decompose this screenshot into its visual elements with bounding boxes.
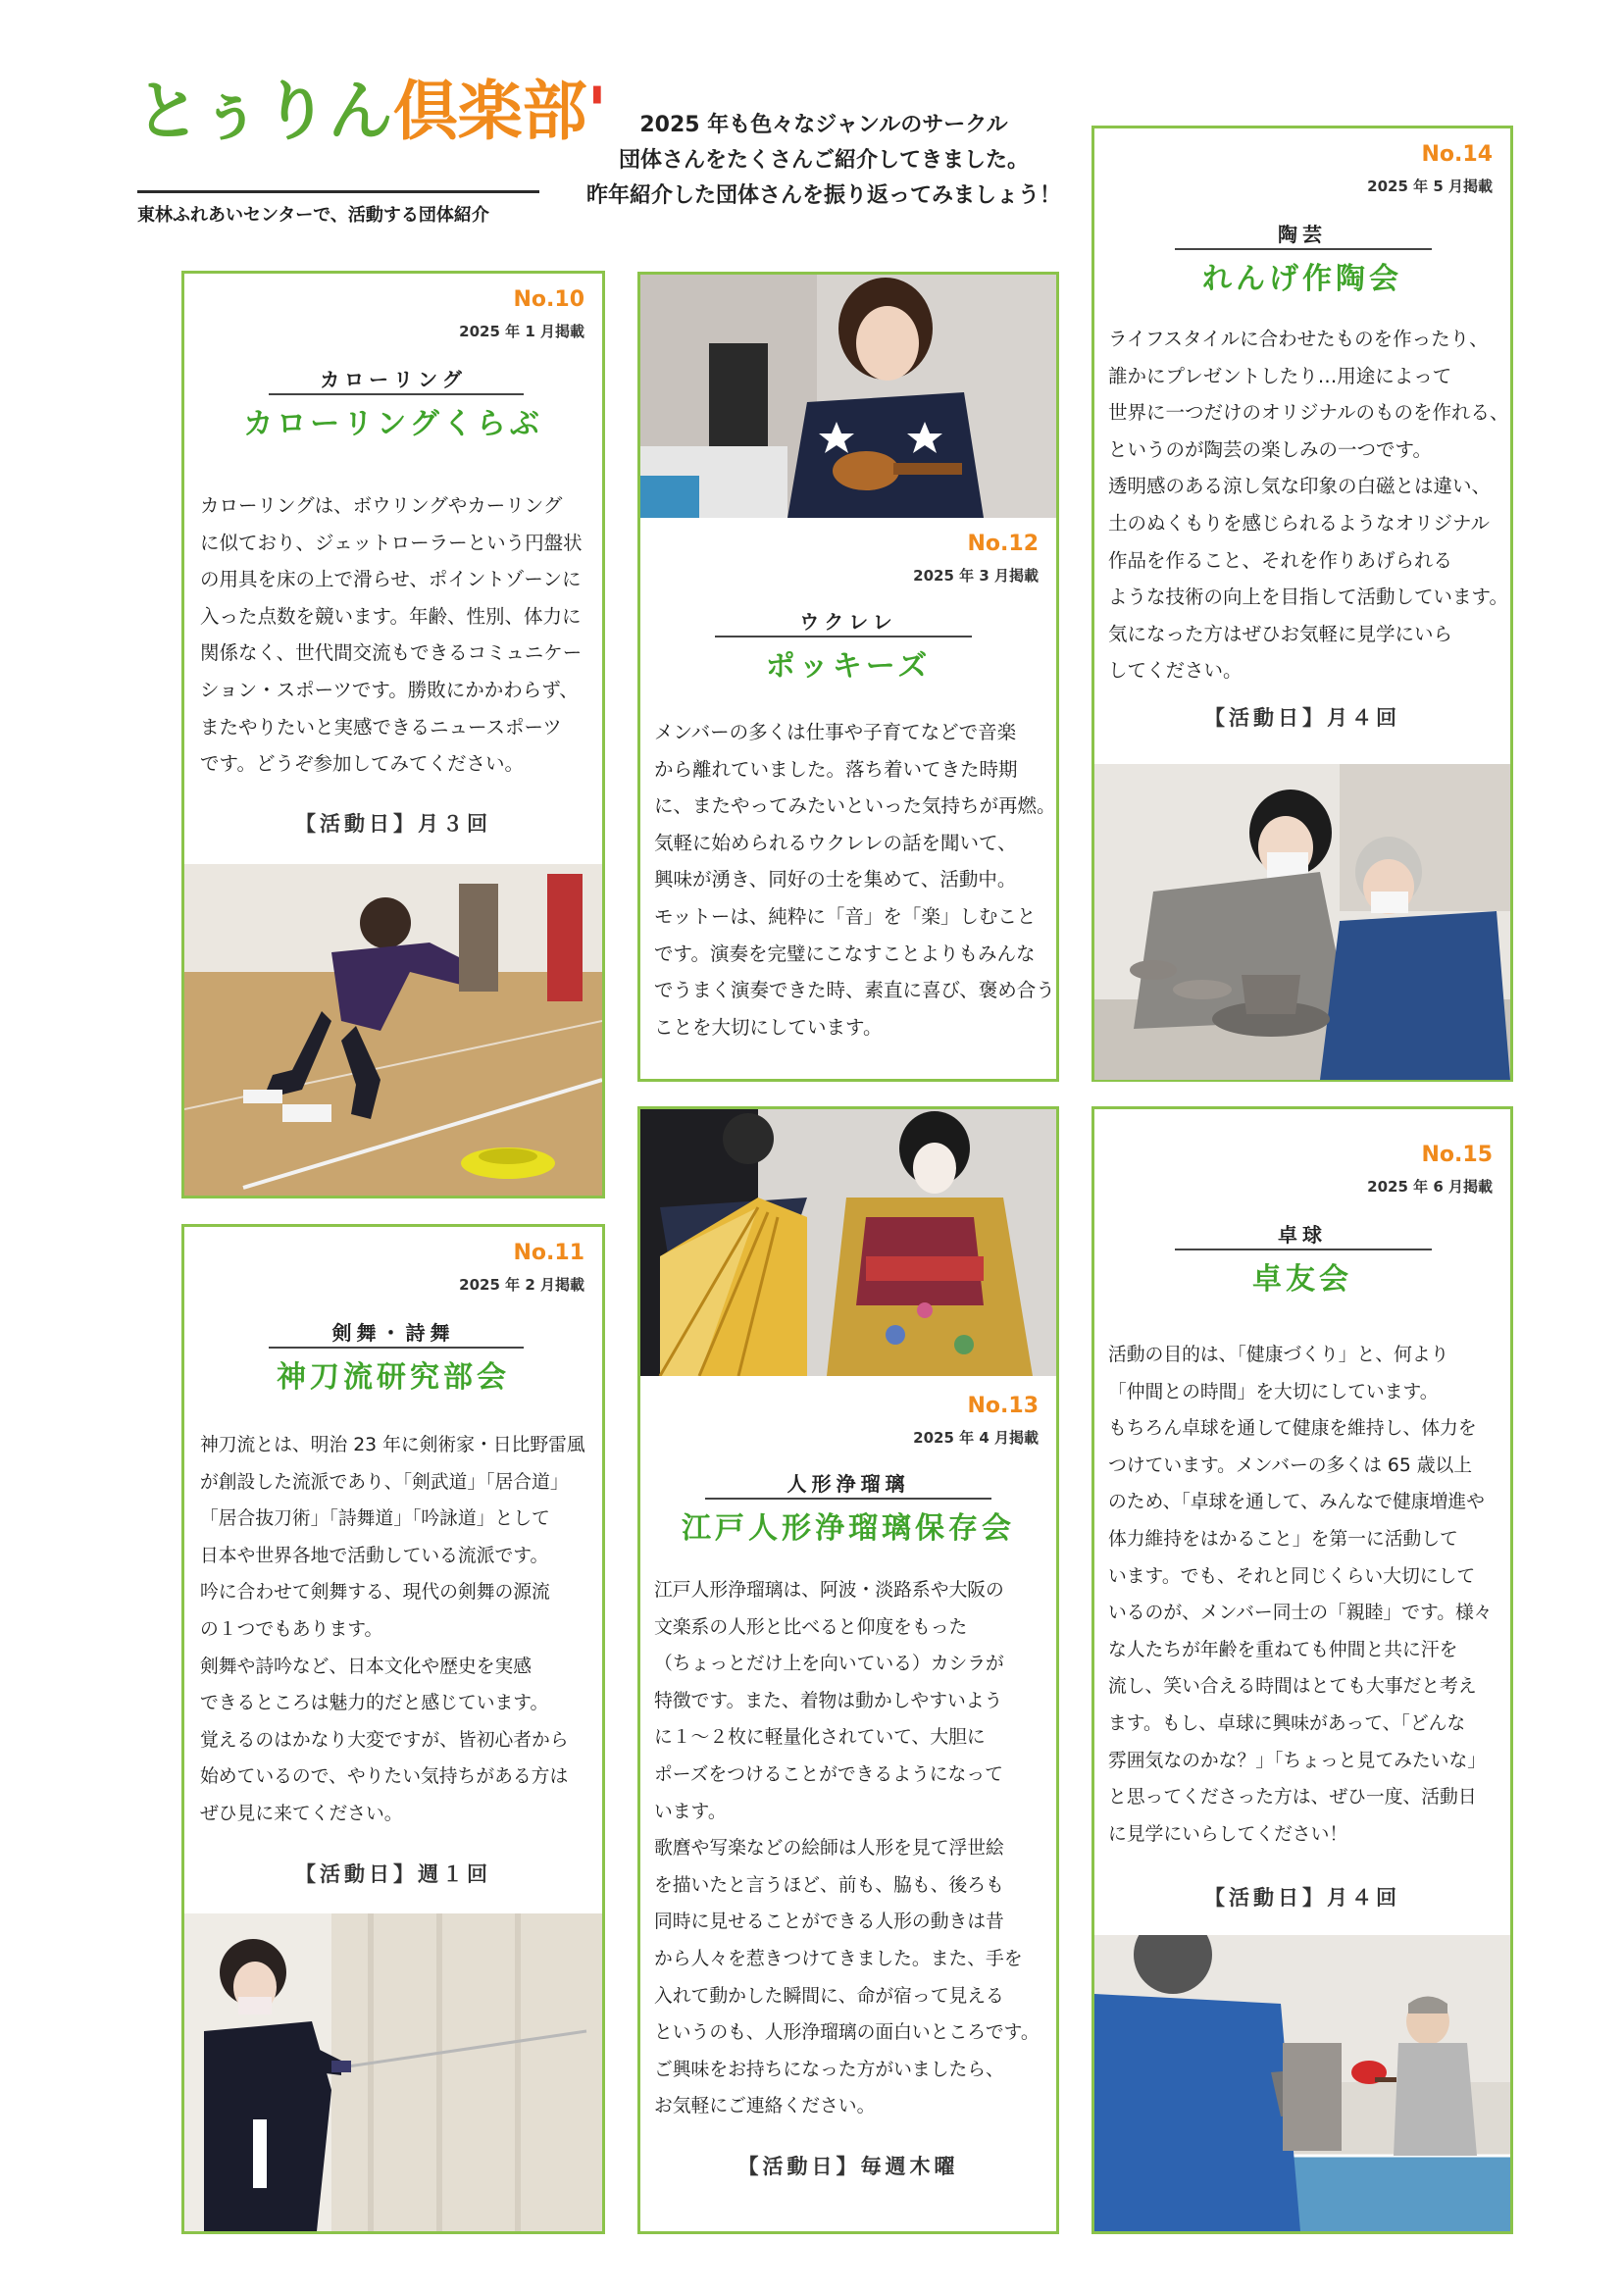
- card-number: No.11: [513, 1241, 584, 1265]
- text-line: またやりたいと実感できるニュースポーツ: [200, 715, 562, 739]
- text-line: 吟に合わせて剣舞する、現代の剣舞の源流: [200, 1582, 550, 1604]
- text-line: 剣舞や詩吟など、日本文化や歴史を実感: [200, 1656, 533, 1677]
- circle-card-11: [181, 1224, 605, 2234]
- activity-day: 【活動日】毎週木曜: [737, 2155, 959, 2178]
- card-description: [654, 714, 1056, 1045]
- text-line: ポーズをつけることができるようになって: [654, 1763, 1003, 1785]
- logo-mark: ': [586, 74, 607, 149]
- activity-day: 【活動日】月４回: [1204, 1886, 1400, 1910]
- text-line: ことを大切にしています。: [654, 1015, 883, 1039]
- card-group-name: 江戸人形浄瑠璃保存会: [682, 1511, 1015, 1546]
- text-line: 透明感のある涼し気な印象の白磁とは違い、: [1108, 475, 1492, 498]
- text-line: のため、「卓球を通して、みんなで健康増進や: [1108, 1492, 1485, 1513]
- text-line: モットーは、純粋に「音」を「楽」しむこと: [654, 904, 1037, 928]
- text-line: 特徴です。また、着物は動かしやすいよう: [654, 1690, 1003, 1711]
- logo: [135, 74, 607, 149]
- text-line: してください。: [1108, 659, 1243, 683]
- text-line: もちろん卓球を通して健康を維持し、体力を: [1108, 1418, 1477, 1440]
- text-line: に似ており、ジェットローラーという円盤状: [200, 531, 583, 554]
- logo-text-part1: とぅりん: [135, 74, 393, 149]
- card-genre: ウクレレ: [799, 610, 897, 634]
- card-number: No.14: [1421, 142, 1493, 167]
- text-line: から離れていました。落ち着いてきた時期: [654, 757, 1018, 781]
- text-line: 入った点数を競います。年齢、性別、体力に: [200, 604, 582, 628]
- text-line: というのも、人形浄瑠璃の面白いところです。: [654, 2022, 1040, 2044]
- text-line: 世界に一つだけのオリジナルのものを作れる、: [1108, 401, 1509, 425]
- intro-line: 2025 年も色々なジャンルのサークル: [639, 113, 1008, 137]
- intro-line: 昨年紹介した団体さんを振り返ってみましょう！: [585, 183, 1061, 208]
- text-line: メンバーの多くは仕事や子育てなどで音楽: [654, 721, 1017, 743]
- divider: [1175, 248, 1432, 250]
- text-line: 「仲間との時間」を大切にしています。: [1108, 1381, 1439, 1402]
- text-line: でうまく演奏できた時、素直に喜び、褒め合う: [654, 979, 1055, 1002]
- card-number: No.10: [513, 287, 584, 312]
- text-line: 体力維持をはかること」を第一に活動して: [1108, 1528, 1458, 1550]
- text-line: 覚えるのはかなり大変ですが、皆初心者から: [200, 1729, 569, 1751]
- activity-day: 【活動日】月４回: [1204, 706, 1400, 730]
- text-line: 土のぬくもりを感じられるようなオリジナル: [1108, 511, 1491, 535]
- circle-card-15: [1091, 1106, 1513, 2234]
- card-date: 2025 年 2 月掲載: [459, 1276, 584, 1294]
- text-line: と思ってくださった方は、ぜひ一度、活動日: [1108, 1787, 1477, 1809]
- text-line: な人たちが年齢を重ねても仲間と共に汗を: [1108, 1639, 1458, 1660]
- card-date: 2025 年 3 月掲載: [913, 567, 1039, 585]
- card-description: [654, 1572, 1040, 2125]
- text-line: の１つでもあります。: [200, 1618, 383, 1640]
- text-line: というのが陶芸の楽しみの一つです。: [1108, 437, 1432, 461]
- text-line: 歌麿や写楽などの絵師は人形を見て浮世絵: [654, 1838, 1004, 1860]
- text-line: 文楽系の人形と比べると仰度をもった: [654, 1616, 968, 1638]
- card-description: [200, 1427, 585, 1833]
- text-line: 活動の目的は、「健康づくり」と、何より: [1108, 1345, 1449, 1365]
- text-line: ます。もし、卓球に興味があって、「どんな: [1108, 1712, 1466, 1734]
- pottery-photo: [1094, 764, 1510, 1080]
- card-number: No.12: [967, 532, 1039, 556]
- card-group-name: 卓友会: [1252, 1262, 1352, 1297]
- card-date: 2025 年 5 月掲載: [1367, 178, 1493, 195]
- text-line: です。どうぞ参加してみてください。: [200, 752, 524, 776]
- sword-dance-photo: [184, 1913, 602, 2231]
- text-line: ような技術の向上を目指して活動しています。: [1108, 586, 1508, 609]
- text-line: ション・スポーツです。勝敗にかかわらず、: [200, 678, 579, 701]
- text-line: 始めているので、やりたい気持ちがある方は: [200, 1766, 569, 1788]
- text-line: できるところは魅力的だと感じています。: [200, 1693, 549, 1714]
- puppet-photo: [640, 1109, 1056, 1376]
- activity-day: 【活動日】月３回: [295, 812, 491, 836]
- text-line: 入れて動かした瞬間に、命が宿って見える: [654, 1985, 1004, 2007]
- text-line: います。: [654, 1801, 727, 1822]
- card-description: [1108, 1337, 1493, 1853]
- text-line: いるのが、メンバー同士の「親睦」です。様々: [1108, 1603, 1493, 1624]
- activity-day: 【活動日】週１回: [295, 1862, 491, 1886]
- curling-photo: [184, 864, 602, 1196]
- text-line: に１～２枚に軽量化されていて、大胆に: [654, 1727, 986, 1749]
- header-subtitle: 東林ふれあいセンターで、活動する団体紹介: [137, 190, 539, 227]
- text-line: 関係なく、世代間交流もできるコミュニケー: [200, 641, 583, 665]
- circle-card-13: [637, 1106, 1059, 2234]
- text-line: 「居合抜刀術」「詩舞道」「吟詠道」として: [200, 1508, 550, 1530]
- text-line: （ちょっとだけ上を向いている）カシラが: [654, 1654, 1004, 1675]
- text-line: の用具を床の上で滑らせ、ポイントゾーンに: [200, 568, 582, 591]
- card-date: 2025 年 6 月掲載: [1367, 1178, 1493, 1196]
- text-line: 興味が湧き、同好の士を集めて、活動中。: [654, 868, 1017, 892]
- circle-card-12: [637, 272, 1059, 1082]
- text-line: が創設した流派であり、「剣武道」「居合道」: [200, 1471, 569, 1493]
- text-line: 日本や世界各地で活動している流派です。: [200, 1545, 549, 1566]
- intro-line: 団体さんをたくさんご紹介してきました。: [618, 148, 1029, 173]
- text-line: 雰囲気なのかな？」「ちょっと見てみたいな」: [1108, 1750, 1487, 1771]
- card-genre: 卓球: [1278, 1223, 1327, 1247]
- card-group-name: れんげ作陶会: [1202, 262, 1402, 296]
- text-line: います。でも、それと同じくらい大切にして: [1108, 1565, 1476, 1587]
- divider: [715, 636, 972, 637]
- logo-text-part2: 倶楽部: [392, 74, 587, 149]
- circle-card-10: [181, 271, 605, 1198]
- text-line: 誰かにプレゼントしたり…用途によって: [1108, 364, 1452, 387]
- text-line: ライフスタイルに合わせたものを作ったり、: [1108, 328, 1489, 350]
- text-line: 作品を作ること、それを作りあげられる: [1108, 548, 1453, 572]
- text-line: 気になった方はぜひお気軽に見学にいら: [1108, 622, 1453, 645]
- text-line: から人々を惹きつけてきました。また、手を: [654, 1948, 1023, 1969]
- card-number: No.15: [1421, 1143, 1493, 1167]
- text-line: 流し、笑い合える時間はとても大事だと考え: [1108, 1676, 1477, 1698]
- divider: [1175, 1249, 1432, 1250]
- text-line: カローリングは、ボウリングやカーリング: [200, 494, 563, 517]
- ukulele-photo: [640, 275, 1056, 518]
- text-line: 気軽に始められるウクレレの話を聞いて、: [654, 831, 1017, 854]
- text-line: を描いたと言うほど、前も、脇も、後ろも: [654, 1874, 1004, 1896]
- card-date: 2025 年 4 月掲載: [913, 1429, 1039, 1447]
- circle-card-14: [1091, 126, 1513, 1082]
- divider: [269, 393, 524, 395]
- text-line: 江戸人形浄瑠璃は、阿波・淡路系や大阪の: [654, 1580, 1004, 1601]
- divider: [705, 1498, 991, 1500]
- card-genre: 陶芸: [1278, 223, 1327, 246]
- card-genre: 人形浄瑠璃: [787, 1472, 910, 1496]
- card-genre: カローリング: [320, 368, 467, 391]
- divider: [269, 1347, 524, 1349]
- text-line: 神刀流とは、明治 23 年に剣術家・日比野雷風: [200, 1435, 585, 1455]
- card-group-name: ポッキーズ: [765, 649, 932, 684]
- card-description: [1108, 321, 1509, 689]
- text-line: お気軽にご連絡ください。: [654, 2096, 876, 2117]
- text-line: ご興味をお持ちになった方がいましたら、: [654, 2059, 1004, 2080]
- text-line: 同時に見せることができる人形の動きは昔: [654, 1912, 1004, 1933]
- card-description: [200, 487, 583, 783]
- text-line: に見学にいらしてください！: [1108, 1823, 1348, 1845]
- text-line: ぜひ見に来てください。: [200, 1803, 403, 1824]
- text-line: つけています。メンバーの多くは 65 歳以上: [1108, 1454, 1473, 1476]
- card-group-name: 神刀流研究部会: [277, 1360, 510, 1395]
- card-genre: 剣舞・詩舞: [331, 1321, 455, 1345]
- card-group-name: カローリングくらぶ: [243, 407, 543, 441]
- card-date: 2025 年 1 月掲載: [459, 323, 584, 340]
- card-number: No.13: [967, 1394, 1039, 1418]
- table-tennis-photo: [1094, 1935, 1510, 2231]
- text-line: に、またやってみたいといった気持ちが再燃。: [654, 794, 1056, 818]
- intro-text: [549, 108, 1098, 214]
- text-line: です。演奏を完璧にこなすことよりもみんな: [654, 942, 1036, 965]
